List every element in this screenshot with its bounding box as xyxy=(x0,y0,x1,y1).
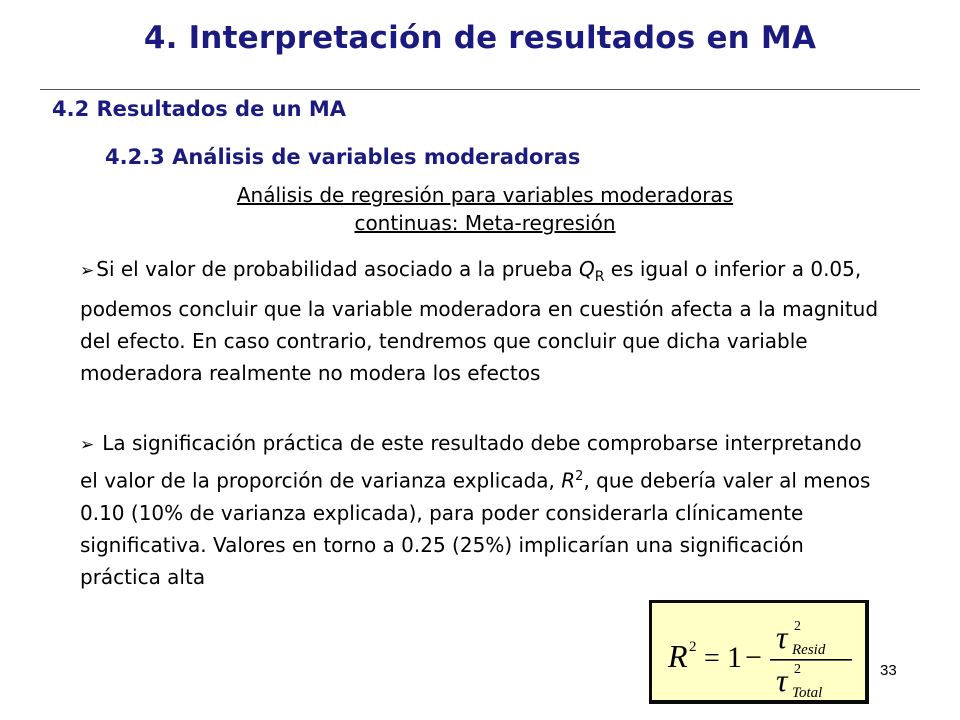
bullet-2-text-after: , que debería valer al menos 0.10 (10% de varianza explicada), para poder considerarla clínicamente significativa. Valores en torno a 0.25 (25%) implicarían una significación práctica alta xyxy=(80,468,871,589)
q-subscript: R xyxy=(594,269,605,285)
slide-subtitle xyxy=(100,181,870,237)
bullet-probability xyxy=(80,253,880,389)
arrow-bullet-icon: ➢ xyxy=(80,435,95,455)
formula-one: 1 xyxy=(727,641,742,674)
formula-graphic xyxy=(652,603,866,701)
bullet-1-text-after: es igual o inferior a 0.05, podemos concluir que la variable moderadora en cuestión afecta a la magnitud del efecto. En caso contrario, tendremos que concluir que dicha variable moderadora realmente no modera los efectos xyxy=(80,257,879,385)
formula-lhs: R xyxy=(668,638,688,674)
section-heading: 4.2 Resultados de un MA xyxy=(52,97,346,121)
tau-numerator: τ xyxy=(776,619,788,655)
bullet-1-text-before: Si el valor de probabilidad asociado a la prueba xyxy=(96,257,579,281)
numerator-exponent: 2 xyxy=(794,619,801,634)
slide-title: 4. Interpretación de resultados en MA xyxy=(143,20,817,56)
r-symbol: R xyxy=(561,468,576,493)
formula-equals: = xyxy=(704,643,720,674)
formula-minus: − xyxy=(745,641,762,674)
tau-denominator: τ xyxy=(776,662,788,698)
page-number: 33 xyxy=(880,662,897,679)
subtitle-line-1: Análisis de regresión para variables moderadoras xyxy=(236,183,734,207)
title-divider xyxy=(40,89,920,90)
denominator-subscript: Total xyxy=(792,685,823,701)
formula-lhs-exponent: 2 xyxy=(689,639,697,655)
numerator-subscript: Resid xyxy=(792,642,826,658)
subsection-heading: 4.2.3 Análisis de variables moderadoras xyxy=(105,145,581,169)
arrow-bullet-icon: ➢ xyxy=(80,261,95,281)
q-symbol: Q xyxy=(578,257,595,281)
r-squared-formula xyxy=(649,600,869,704)
bullet-practical-significance xyxy=(80,427,880,593)
r-superscript: 2 xyxy=(575,469,584,484)
fraction-bar xyxy=(770,659,852,661)
subtitle-line-2: continuas: Meta-regresión xyxy=(354,211,616,235)
bullet-2-text-before: La significación práctica de este resultado debe comprobarse interpretando el valor de la proporción de varianza explicada, xyxy=(80,431,862,493)
denominator-exponent: 2 xyxy=(794,662,801,677)
